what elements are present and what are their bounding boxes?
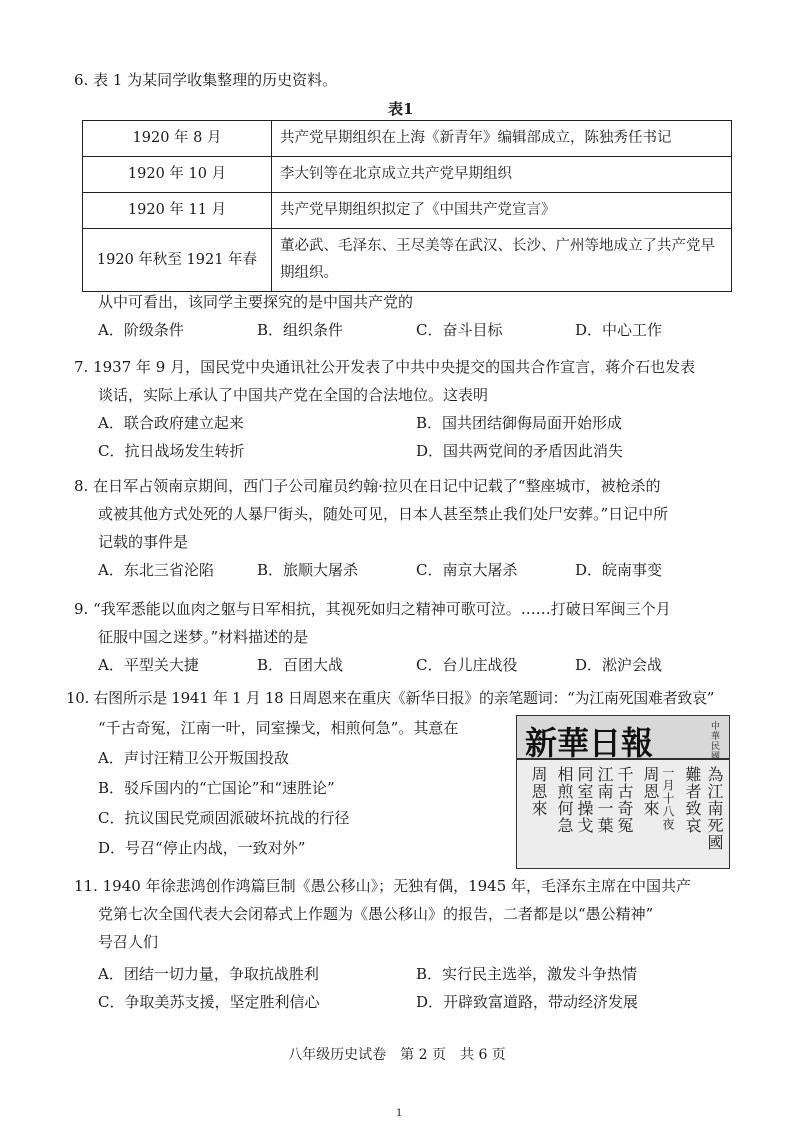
option-c[interactable]: C．争取美苏支援，坚定胜利信心 [98,993,320,1011]
inscription-column: 為江南死國 [705,766,724,851]
page-mark: 1 [396,1108,403,1119]
option-c[interactable]: C．奋斗目标 [416,321,503,339]
masthead-title: 新華日報 [525,724,654,762]
question-11-options [74,988,734,1016]
option-c[interactable]: C．台儿庄战役 [416,656,518,674]
masthead-subtitle: 中華民國 [711,722,721,762]
question-6-options [74,316,734,344]
question-10-line-1-wrap [66,684,736,712]
question-6-body [74,288,734,344]
option-d[interactable]: D．皖南事变 [575,561,663,579]
question-8-options [74,556,734,584]
inscription-column: 同室操戈 [575,766,594,834]
inscription-column: 周恩來 [641,766,660,817]
inscription-column: 江南一葉 [595,766,614,834]
option-d[interactable]: D．淞沪会战 [575,656,663,674]
option-a[interactable]: A．团结一切力量，争取抗战胜利 [98,965,319,983]
table-row [83,229,732,292]
question-8-line-3: 记载的事件是 [98,533,189,551]
newspaper-inscription-image [516,715,730,869]
question-11-line-2: 党第七次全国代表大会闭幕式上作题为《愚公移山》的报告，二者都是以“愚公精神” [98,905,654,923]
option-b[interactable]: B．旅顺大屠杀 [257,561,359,579]
question-8-line-1: 8. 在日军占领南京期间，西门子公司雇员约翰·拉贝在日记中记载了“整座城市，被枪杀的 [74,477,661,495]
option-b[interactable]: B．组织条件 [257,321,344,339]
option-b[interactable]: B．驳斥国内的“亡国论”和“速胜论” [98,779,335,797]
question-10-line-1: 10. 右图所示是 1941 年 1 月 18 日周恩来在重庆《新华日报》的亲笔题词：“为江南死国难者致哀” [66,689,715,707]
table-cell-event: 董必武、毛泽东、王尽美等在武汉、长沙、广州等地成立了共产党早期组织。 [272,229,732,292]
question-11-options [74,960,734,988]
table-cell-event: 共产党早期组织在上海《新青年》编辑部成立，陈独秀任书记 [272,121,732,157]
table-caption: 表1 [388,100,414,118]
option-b[interactable]: B．实行民主选举，激发斗争热情 [416,965,638,983]
inscription-column: 千古奇冤 [615,766,634,834]
question-7-line-1: 7. 1937 年 9 月，国民党中央通讯社公开发表了中共中央提交的国共合作宣言，蒋介石也发表 [74,358,696,376]
inscription-column: 難者致哀 [683,766,702,834]
table-row [83,157,732,193]
question-10 [74,714,504,862]
table-row [83,193,732,229]
option-b[interactable]: B．百团大战 [257,656,344,674]
question-9 [74,595,734,679]
option-d[interactable]: D．开辟致富道路，带动经济发展 [416,993,639,1011]
question-6-prompt: 从中可看出，该同学主要探究的是中国共产党的 [98,293,414,311]
option-d[interactable]: D．号召“停止内战，一致对外” [98,839,306,857]
option-d[interactable]: D．中心工作 [575,321,663,339]
inscription-column: 相煎何急 [555,766,574,834]
question-8-line-2: 或被其他方式处死的人暴尸街头，随处可见，日本人甚至禁止我们处尸安葬。”日记中所 [98,505,669,523]
inscription-column: 周恩來 [529,766,548,817]
table-cell-event: 共产党早期组织拟定了《中国共产党宣言》 [272,193,732,229]
table-cell-date: 1920 年 8 月 [83,121,272,157]
question-7-line-2: 谈话，实际上承认了中国共产党在全国的合法地位。这表明 [98,386,489,404]
option-a[interactable]: A．阶级条件 [98,321,184,339]
option-a[interactable]: A．东北三省沦陷 [98,561,214,579]
option-c[interactable]: C．抗议国民党顽固派破坏抗战的行径 [98,809,350,827]
question-9-line-1: 9. “我军悉能以血肉之躯与日军相抗，其视死如归之精神可歌可泣。……打破日军闽三个月 [74,600,671,618]
option-c[interactable]: C．抗日战场发生转折 [98,442,245,460]
option-b[interactable]: B．国共团结御侮局面开始形成 [416,414,623,432]
inscription-column: 一月十八夜 [661,766,675,831]
history-table [82,120,732,292]
option-a[interactable]: A．声讨汪精卫公开叛国投敌 [98,749,289,767]
question-11-line-1: 11. 1940 年徐悲鸿创作鸿篇巨制《愚公移山》；无独有偶，1945 年，毛泽东主席在中国共产 [74,877,692,895]
newspaper-masthead [517,716,729,760]
table-cell-date: 1920 年 10 月 [83,157,272,193]
question-8 [74,472,734,584]
question-6-stem: 6. 表 1 为某同学收集整理的历史资料。 [74,71,338,89]
page-footer: 八年级历史试卷 第 2 页 共 6 页 [288,1047,506,1063]
table-cell-event: 李大钊等在北京成立共产党早期组织 [272,157,732,193]
question-11-line-3: 号召人们 [98,933,159,951]
option-a[interactable]: A．联合政府建立起来 [98,414,244,432]
option-a[interactable]: A．平型关大捷 [98,656,199,674]
option-d[interactable]: D．国共两党间的矛盾因此消失 [416,442,624,460]
question-7-options [74,409,734,437]
table-row [83,121,732,157]
question-9-options [74,651,734,679]
question-10-line-2: “千古奇冤，江南一叶，同室操戈，相煎何急”。其意在 [98,719,459,737]
question-6 [74,66,734,94]
table-cell-date: 1920 年秋至 1921 年春 [83,229,272,292]
option-c[interactable]: C．南京大屠杀 [416,561,518,579]
question-7-options [74,437,734,465]
question-11 [74,872,734,1016]
question-9-line-2: 征服中国之迷梦。”材料描述的是 [98,628,309,646]
table-cell-date: 1920 年 11 月 [83,193,272,229]
question-7 [74,353,734,465]
